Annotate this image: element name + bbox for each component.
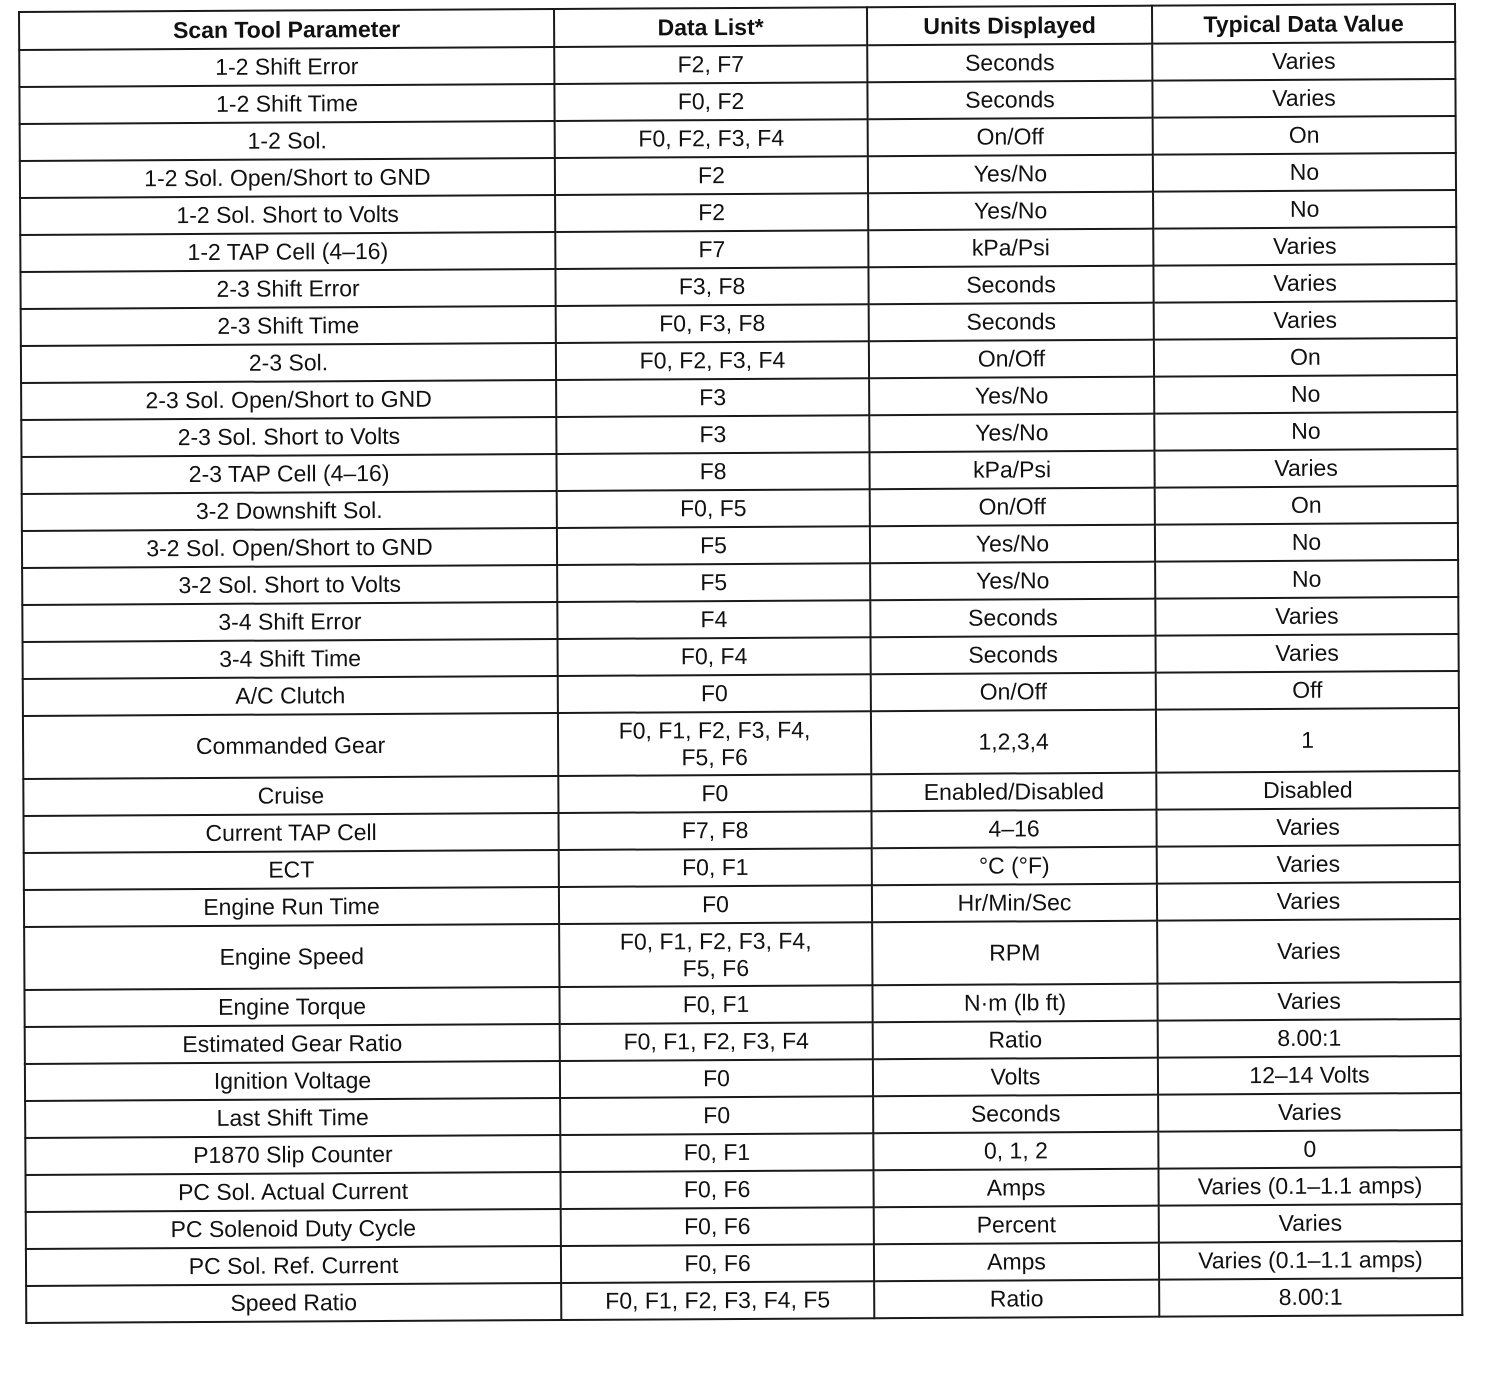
cell-units-displayed: On/Off xyxy=(871,673,1156,712)
cell-parameter: A/C Clutch xyxy=(23,676,558,716)
cell-typical-data-value: Varies xyxy=(1156,634,1459,673)
cell-typical-data-value: Varies xyxy=(1159,1204,1462,1243)
cell-typical-data-value: No xyxy=(1155,560,1458,599)
cell-parameter: 1-2 Shift Time xyxy=(19,84,554,124)
cell-data-list: F4 xyxy=(557,600,870,639)
cell-parameter: 3-2 Downshift Sol. xyxy=(22,491,557,531)
cell-units-displayed: Seconds xyxy=(868,266,1153,305)
cell-typical-data-value: Varies xyxy=(1152,42,1455,81)
cell-units-displayed: On/Off xyxy=(868,118,1153,157)
cell-parameter: 2-3 TAP Cell (4–16) xyxy=(21,454,556,494)
cell-typical-data-value: No xyxy=(1153,153,1456,192)
cell-parameter: 1-2 Sol. Short to Volts xyxy=(20,195,555,235)
cell-parameter: 1-2 Sol. xyxy=(20,121,555,161)
cell-parameter: P1870 Slip Counter xyxy=(25,1135,560,1175)
cell-parameter: Current TAP Cell xyxy=(23,813,558,853)
cell-typical-data-value: Varies xyxy=(1155,597,1458,636)
cell-units-displayed: Yes/No xyxy=(869,377,1154,416)
cell-parameter: 3-2 Sol. Open/Short to GND xyxy=(22,528,557,568)
cell-data-list: F0, F2, F3, F4 xyxy=(555,119,868,158)
cell-data-list: F0, F6 xyxy=(561,1244,874,1283)
cell-units-displayed: kPa/Psi xyxy=(868,229,1153,268)
cell-units-displayed: Seconds xyxy=(873,1095,1158,1134)
cell-parameter: Ignition Voltage xyxy=(25,1061,560,1101)
cell-typical-data-value: 8.00:1 xyxy=(1159,1278,1462,1317)
cell-units-displayed: Seconds xyxy=(869,303,1154,342)
table-row xyxy=(23,708,1459,779)
cell-units-displayed: Amps xyxy=(874,1243,1159,1282)
cell-data-list xyxy=(559,922,872,987)
cell-typical-data-value: Varies (0.1–1.1 amps) xyxy=(1158,1167,1461,1206)
cell-parameter: 3-4 Shift Time xyxy=(23,639,558,679)
cell-data-list: F0, F1 xyxy=(560,1133,873,1172)
cell-units-displayed: Percent xyxy=(874,1206,1159,1245)
cell-parameter: Estimated Gear Ratio xyxy=(25,1024,560,1064)
cell-parameter: 3-4 Shift Error xyxy=(22,602,557,642)
scan-tool-data-sheet xyxy=(18,3,1461,1324)
cell-data-list: F0 xyxy=(558,774,871,813)
cell-parameter: 2-3 Shift Error xyxy=(20,269,555,309)
header-scan-tool-parameter: Scan Tool Parameter xyxy=(19,9,554,50)
cell-data-list: F0, F1, F2, F3, F4 xyxy=(560,1022,873,1061)
cell-data-list: F0 xyxy=(560,1059,873,1098)
cell-typical-data-value: On xyxy=(1155,486,1458,525)
data-list-line-2: F5, F6 xyxy=(682,954,750,981)
cell-typical-data-value: Off xyxy=(1156,671,1459,710)
cell-parameter: Commanded Gear xyxy=(23,713,558,779)
cell-parameter: ECT xyxy=(24,850,559,890)
table-row xyxy=(26,1278,1462,1323)
cell-data-list: F0, F5 xyxy=(557,489,870,528)
cell-parameter: Cruise xyxy=(23,776,558,816)
cell-typical-data-value: No xyxy=(1153,190,1456,229)
cell-data-list: F7, F8 xyxy=(558,811,871,850)
cell-data-list: F2 xyxy=(555,193,868,232)
cell-units-displayed: Yes/No xyxy=(869,414,1154,453)
cell-typical-data-value: Varies xyxy=(1152,79,1455,118)
cell-parameter: 1-2 Shift Error xyxy=(19,47,554,87)
cell-parameter: PC Solenoid Duty Cycle xyxy=(26,1209,561,1249)
cell-units-displayed: Yes/No xyxy=(868,192,1153,231)
data-list-two-line xyxy=(619,716,811,771)
cell-typical-data-value: No xyxy=(1155,523,1458,562)
data-list-two-line xyxy=(620,927,812,982)
cell-typical-data-value: Disabled xyxy=(1156,771,1459,810)
cell-parameter: 2-3 Sol. Short to Volts xyxy=(21,417,556,457)
cell-data-list: F0 xyxy=(559,885,872,924)
cell-parameter: Last Shift Time xyxy=(25,1098,560,1138)
cell-units-displayed: Hr/Min/Sec xyxy=(872,884,1157,923)
cell-units-displayed: Yes/No xyxy=(870,525,1155,564)
cell-units-displayed: Enabled/Disabled xyxy=(871,773,1156,812)
cell-typical-data-value: Varies xyxy=(1157,845,1460,884)
cell-data-list: F5 xyxy=(557,526,870,565)
cell-typical-data-value: Varies xyxy=(1153,227,1456,266)
table-body xyxy=(19,42,1462,1323)
cell-units-displayed: Seconds xyxy=(870,599,1155,638)
cell-data-list: F0, F1 xyxy=(559,848,872,887)
cell-data-list xyxy=(558,711,871,776)
cell-parameter: Speed Ratio xyxy=(26,1283,561,1323)
cell-units-displayed: On/Off xyxy=(869,340,1154,379)
cell-typical-data-value: On xyxy=(1154,338,1457,377)
cell-data-list: F0, F6 xyxy=(561,1207,874,1246)
cell-units-displayed: On/Off xyxy=(870,488,1155,527)
data-list-line-2: F5, F6 xyxy=(681,743,748,770)
cell-parameter: 2-3 Sol. Open/Short to GND xyxy=(21,380,556,420)
cell-parameter: Engine Run Time xyxy=(24,887,559,927)
cell-units-displayed: Seconds xyxy=(867,44,1152,83)
cell-data-list: F0, F1 xyxy=(559,985,872,1024)
header-data-list: Data List* xyxy=(554,7,867,47)
cell-parameter: 2-3 Sol. xyxy=(21,343,556,383)
cell-units-displayed: Amps xyxy=(873,1169,1158,1208)
cell-typical-data-value: Varies xyxy=(1157,982,1460,1021)
cell-typical-data-value: No xyxy=(1154,375,1457,414)
cell-units-displayed: Ratio xyxy=(874,1280,1159,1319)
cell-data-list: F0, F1, F2, F3, F4, F5 xyxy=(561,1281,874,1320)
cell-typical-data-value: 12–14 Volts xyxy=(1158,1056,1461,1095)
cell-data-list: F0, F6 xyxy=(560,1170,873,1209)
cell-typical-data-value: Varies (0.1–1.1 amps) xyxy=(1159,1241,1462,1280)
header-typical-data-value: Typical Data Value xyxy=(1152,4,1455,44)
cell-data-list: F0, F2 xyxy=(554,82,867,121)
cell-typical-data-value: Varies xyxy=(1154,449,1457,488)
table-row xyxy=(24,919,1460,990)
cell-typical-data-value: No xyxy=(1154,412,1457,451)
cell-data-list: F0 xyxy=(560,1096,873,1135)
cell-units-displayed: Yes/No xyxy=(870,562,1155,601)
cell-data-list: F2 xyxy=(555,156,868,195)
cell-data-list: F0, F4 xyxy=(558,637,871,676)
data-list-line-1: F0, F1, F2, F3, F4, xyxy=(618,716,811,744)
cell-units-displayed: kPa/Psi xyxy=(869,451,1154,490)
cell-data-list: F0, F2, F3, F4 xyxy=(556,341,869,380)
cell-data-list: F0 xyxy=(558,674,871,713)
cell-data-list: F0, F3, F8 xyxy=(556,304,869,343)
cell-parameter: PC Sol. Ref. Current xyxy=(26,1246,561,1286)
scan-tool-parameter-table xyxy=(18,3,1463,1324)
cell-typical-data-value: Varies xyxy=(1154,301,1457,340)
cell-units-displayed: Seconds xyxy=(871,636,1156,675)
data-list-line-1: F0, F1, F2, F3, F4, xyxy=(619,927,812,955)
cell-units-displayed: °C (°F) xyxy=(872,847,1157,886)
cell-data-list: F3, F8 xyxy=(555,267,868,306)
cell-typical-data-value: 1 xyxy=(1156,708,1459,773)
cell-parameter: 1-2 TAP Cell (4–16) xyxy=(20,232,555,272)
cell-data-list: F3 xyxy=(556,378,869,417)
cell-typical-data-value: 0 xyxy=(1158,1130,1461,1169)
cell-parameter: 1-2 Sol. Open/Short to GND xyxy=(20,158,555,198)
cell-typical-data-value: Varies xyxy=(1156,808,1459,847)
cell-units-displayed: 0, 1, 2 xyxy=(873,1132,1158,1171)
cell-typical-data-value: On xyxy=(1153,116,1456,155)
cell-parameter: 2-3 Shift Time xyxy=(21,306,556,346)
cell-typical-data-value: Varies xyxy=(1157,919,1460,984)
cell-typical-data-value: Varies xyxy=(1153,264,1456,303)
cell-data-list: F2, F7 xyxy=(554,45,867,84)
cell-data-list: F5 xyxy=(557,563,870,602)
cell-parameter: 3-2 Sol. Short to Volts xyxy=(22,565,557,605)
cell-units-displayed: RPM xyxy=(872,921,1157,986)
cell-units-displayed: N·m (lb ft) xyxy=(872,984,1157,1023)
cell-data-list: F7 xyxy=(555,230,868,269)
header-units-displayed: Units Displayed xyxy=(867,6,1152,46)
cell-units-displayed: Seconds xyxy=(867,81,1152,120)
cell-parameter: PC Sol. Actual Current xyxy=(26,1172,561,1212)
cell-parameter: Engine Speed xyxy=(24,924,559,990)
cell-units-displayed: Ratio xyxy=(873,1021,1158,1060)
cell-typical-data-value: Varies xyxy=(1158,1093,1461,1132)
cell-typical-data-value: Varies xyxy=(1157,882,1460,921)
cell-units-displayed: 4–16 xyxy=(871,810,1156,849)
cell-parameter: Engine Torque xyxy=(24,987,559,1027)
cell-data-list: F3 xyxy=(556,415,869,454)
cell-typical-data-value: 8.00:1 xyxy=(1158,1019,1461,1058)
cell-units-displayed: 1,2,3,4 xyxy=(871,710,1156,775)
cell-data-list: F8 xyxy=(556,452,869,491)
cell-units-displayed: Yes/No xyxy=(868,155,1153,194)
cell-units-displayed: Volts xyxy=(873,1058,1158,1097)
